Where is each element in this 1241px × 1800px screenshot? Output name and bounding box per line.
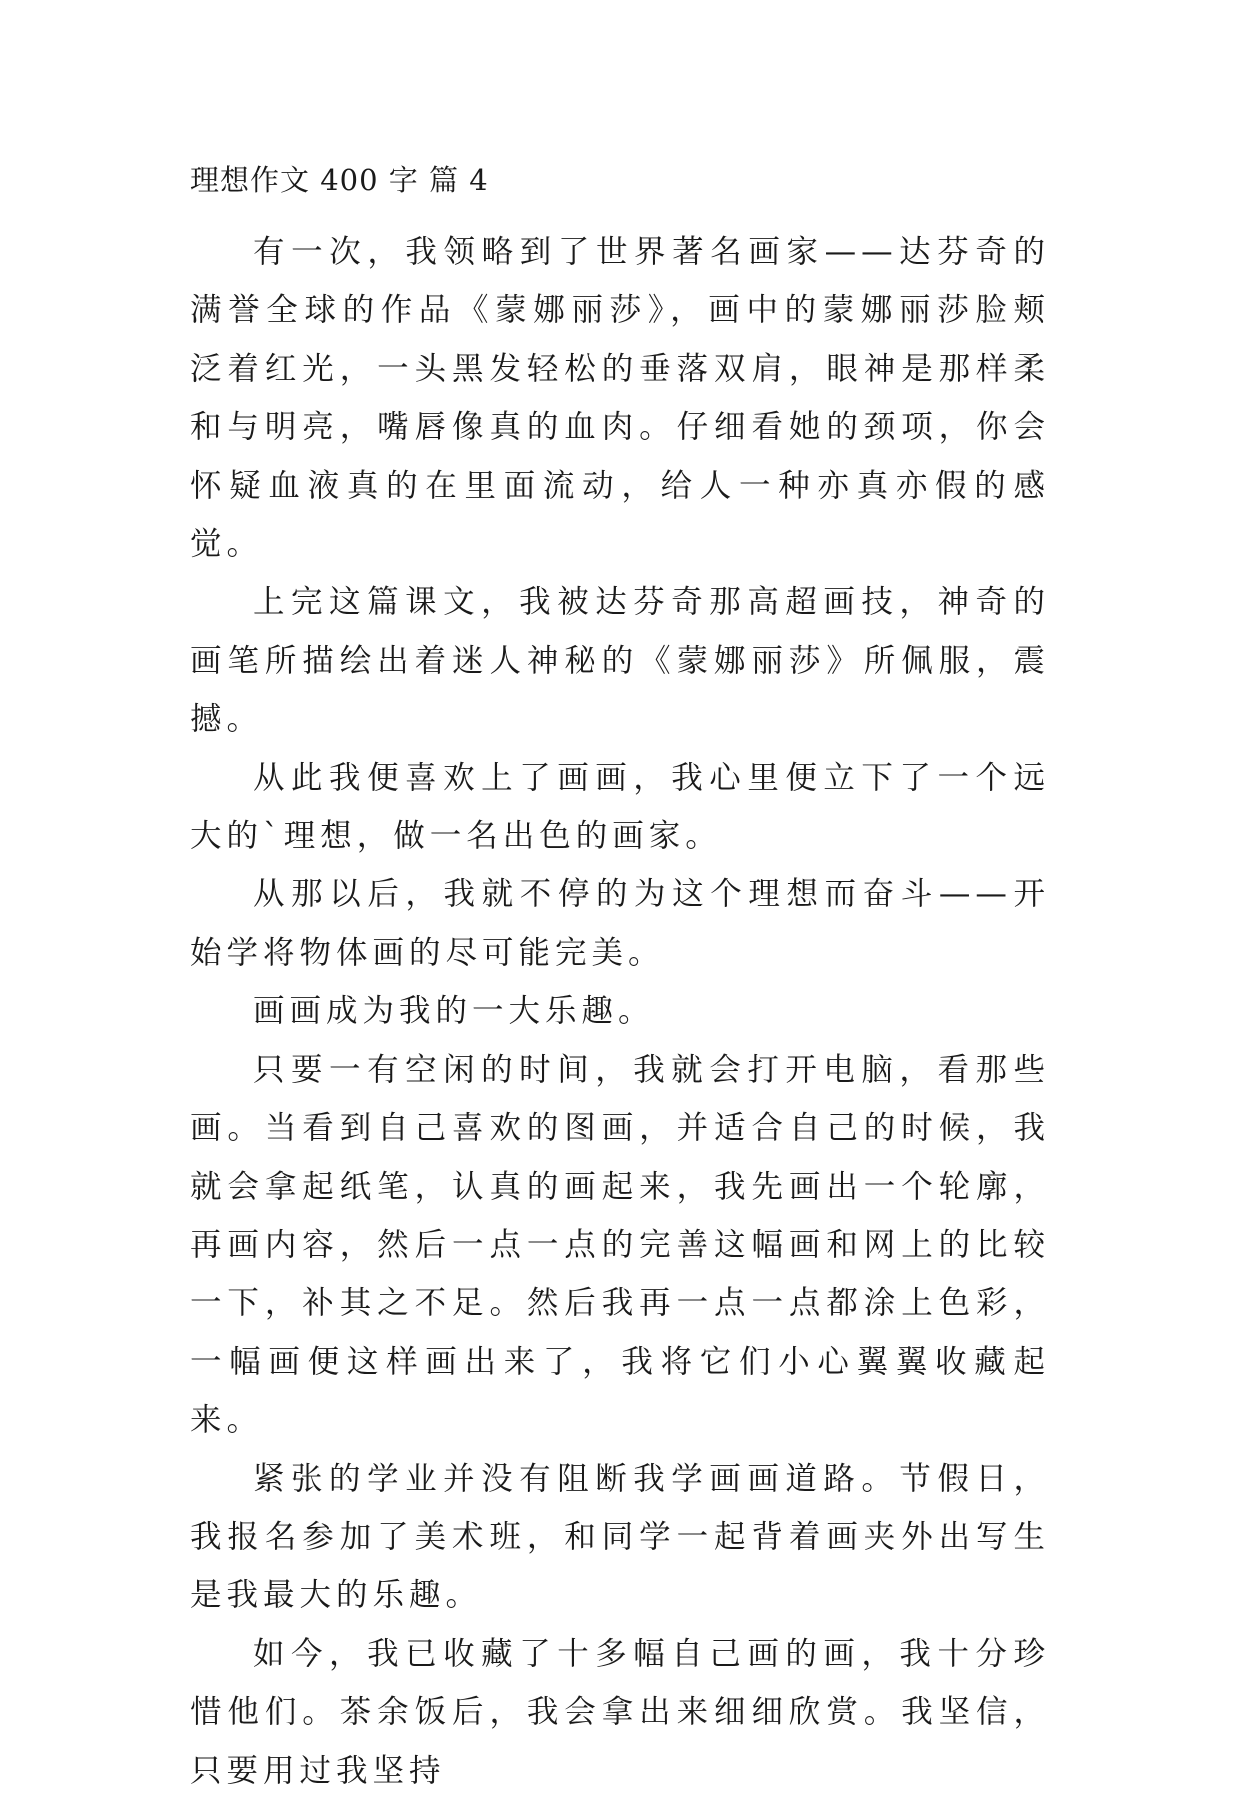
paragraph-5: 画画成为我的一大乐趣。	[253, 993, 655, 1030]
essay-heading: 理想作文 400 字 篇 4	[190, 163, 489, 197]
paragraph-2: 上完这篇课文，我被达芬奇那高超画技，神奇的画笔所描绘出着迷人神秘的《蒙娜丽莎》所佩服，震撼。	[190, 584, 1050, 738]
paragraph-8: 如今，我已收藏了十多幅自己画的画，我十分珍惜他们。茶余饭后，我会拿出来细细欣赏。我坚信，只要用过我坚持	[190, 1635, 1050, 1789]
essay-body	[190, 223, 1050, 1800]
paragraph-7: 紧张的学业并没有阻断我学画画道路。节假日，我报名参加了美术班，和同学一起背着画夹外出写生是我最大的乐趣。	[190, 1460, 1050, 1614]
paragraph-4: 从那以后，我就不停的为这个理想而奋斗——开始学将物体画的尽可能完美。	[190, 876, 1050, 971]
paragraph-3: 从此我便喜欢上了画画，我心里便立下了一个远大的`理想，做一名出色的画家。	[190, 759, 1050, 855]
paragraph-1: 有一次，我领略到了世界著名画家——达芬奇的满誉全球的作品《蒙娜丽莎》，画中的蒙娜丽莎脸颊泛着红光，一头黑发轻松的垂落双肩，眼神是那样柔和与明亮，嘴唇像真的血肉。仔细看她的颈项，你会怀疑血液真的在里面流动，给人一种亦真亦假的感觉。	[190, 234, 1050, 563]
paragraph-6: 只要一有空闲的时间，我就会打开电脑，看那些画。当看到自己喜欢的图画，并适合自己的时候，我就会拿起纸笔，认真的画起来，我先画出一个轮廓，再画内容，然后一点一点的完善这幅画和网上的比较一下，补其之不足。然后我再一点一点都涂上色彩，一幅画便这样画出来了，我将它们小心翼翼收藏起来。	[190, 1051, 1050, 1439]
